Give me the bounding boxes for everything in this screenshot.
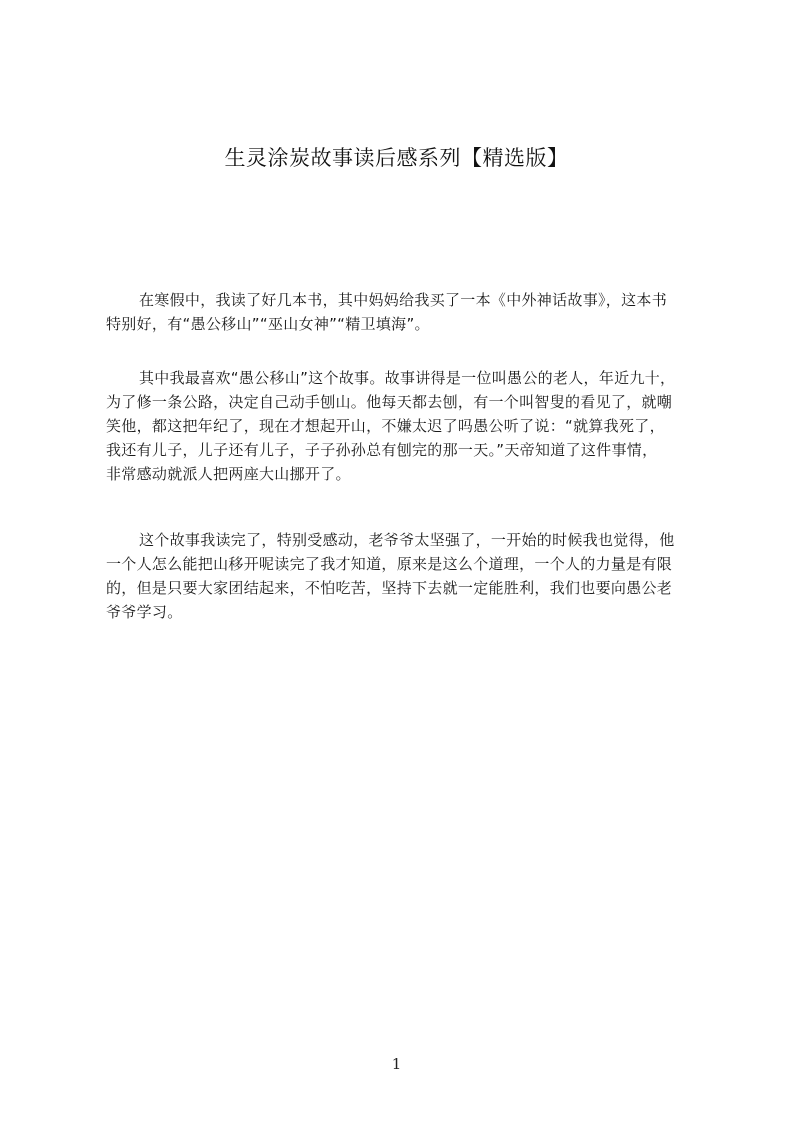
paragraph-line: 这个故事我读完了，特别受感动，老爷爷太坚强了，一开始的时候我也觉得，他 — [139, 531, 675, 549]
paragraph-line: 一个人怎么能把山移开呢读完了我才知道，原来是这么个道理，一个人的力量是有限 — [106, 555, 673, 573]
page-number: 1 — [391, 1055, 402, 1073]
paragraph-line: 我还有儿子，儿子还有儿子，子子孙孙总有刨完的那一天。”天帝知道了这件事情， — [106, 441, 658, 459]
paragraph-line: 在寒假中，我读了好几本书，其中妈妈给我买了一本《中外神话故事》，这本书 — [139, 291, 668, 309]
paragraph-line: 为了修一条公路，决定自己动手刨山。他每天都去刨，有一个叫智叟的看见了，就嘲 — [106, 393, 673, 411]
paragraph-line: 特别好，有“愚公移山”“巫山女神”“精卫填海”。 — [106, 315, 430, 333]
document-title: 生灵涂炭故事读后感系列【精选版】 — [224, 146, 569, 170]
paragraph-line: 的，但是只要大家团结起来，不怕吃苦，坚持下去就一定能胜利，我们也要向愚公老 — [106, 579, 673, 597]
paragraph-line: 非常感动就派人把两座大山挪开了。 — [106, 465, 351, 483]
paragraph-line: 爷爷学习。 — [106, 603, 183, 621]
paragraph-2 — [106, 366, 701, 486]
paragraph-1 — [106, 288, 701, 336]
paragraph-3 — [106, 528, 701, 624]
paragraph-line: 其中我最喜欢“愚公移山”这个故事。故事讲得是一位叫愚公的老人，年近九十， — [139, 369, 676, 387]
paragraph-line: 笑他，都这把年纪了，现在才想起开山，不嫌太迟了吗愚公听了说：“就算我死了， — [106, 417, 665, 435]
